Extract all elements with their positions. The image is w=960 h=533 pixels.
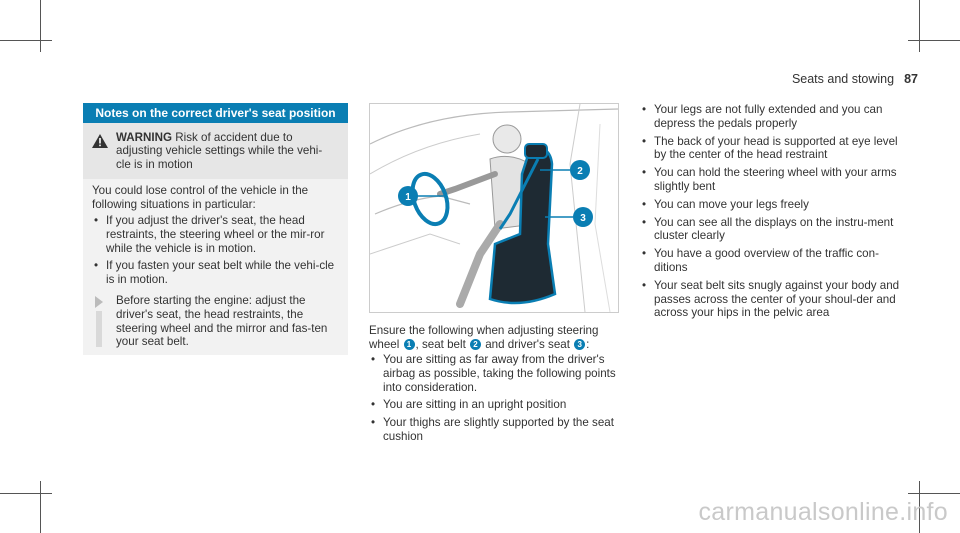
warning-label: WARNING — [116, 131, 173, 144]
callout-2-label: 2 — [577, 166, 583, 177]
callout-3-label: 3 — [580, 213, 586, 224]
crop-mark — [40, 481, 41, 533]
intro-text: and driver's seat — [482, 337, 574, 351]
illustration-svg — [370, 104, 618, 312]
warning-message: Risk of accident due to adjusting vehicle settings while the vehi-cle is in motion — [116, 131, 323, 171]
crop-mark — [908, 40, 960, 41]
list-item: • You can move your legs freely — [640, 198, 902, 212]
page-header — [792, 72, 918, 86]
instruction-bar — [96, 311, 102, 347]
crop-mark — [0, 40, 52, 41]
crop-mark — [0, 493, 52, 494]
warning-text — [116, 131, 336, 171]
warning-bullets — [92, 214, 338, 291]
crop-mark — [908, 493, 960, 494]
section-heading: Notes on the correct driver's seat position — [83, 103, 348, 123]
list-item: • The back of your head is supported at eye level by the center of the head restraint — [640, 135, 902, 163]
callout-3-inline-icon: 3 — [574, 339, 585, 350]
instruction-text: Before starting the engine: adjust the driver's seat, the head restraints, the steering wheel and the mirror and fas-ten your seat belt. — [116, 294, 328, 349]
list-item: • You have a good overview of the traffic con-ditions — [640, 247, 902, 275]
list-item: • Your legs are not fully extended and you can depress the pedals properly — [640, 103, 902, 131]
adjust-bullets — [369, 353, 621, 448]
position-bullets — [640, 103, 902, 324]
list-item: • If you fasten your seat belt while the vehi-cle is in motion. — [92, 259, 338, 287]
warning-intro: You could lose control of the vehicle in the following situations in particular: — [92, 184, 309, 211]
adjust-intro — [369, 324, 619, 352]
callout-1-inline-icon: 1 — [404, 339, 415, 350]
list-item: • If you adjust the driver's seat, the head restraints, the steering wheel or the mir-ror while the vehicle is in motion. — [92, 214, 338, 255]
intro-text: , seat belt — [415, 337, 470, 351]
section-title: Seats and stowing — [791, 72, 895, 86]
intro-text: Ensure the following when adjusting steering wheel — [369, 324, 599, 351]
list-item: • You are sitting in an upright position — [369, 398, 621, 412]
warning-triangle-icon — [92, 134, 108, 148]
seat-position-illustration — [369, 103, 619, 313]
warning-header — [83, 123, 348, 179]
watermark: carmanualsonline.info — [698, 498, 948, 526]
crop-mark — [919, 0, 920, 52]
list-item: • Your thighs are slightly supported by the seat cushion — [369, 416, 621, 444]
page-number: 87 — [904, 72, 918, 86]
list-item: • Your seat belt sits snugly against your body and passes across the center of your shoul-der and across your hips in the pelvic area — [640, 279, 902, 320]
list-item: • You can see all the displays on the instru-ment cluster clearly — [640, 216, 902, 244]
callout-2-inline-icon: 2 — [470, 339, 481, 350]
instruction-arrow-icon — [95, 296, 103, 308]
intro-text: : — [586, 337, 590, 351]
crop-mark — [40, 0, 41, 52]
list-item: • You are sitting as far away from the driver's airbag as possible, taking the following points into consideration. — [369, 353, 621, 394]
callout-1-label: 1 — [405, 192, 411, 203]
warning-box — [83, 123, 348, 355]
list-item: • You can hold the steering wheel with your arms slightly bent — [640, 166, 902, 194]
